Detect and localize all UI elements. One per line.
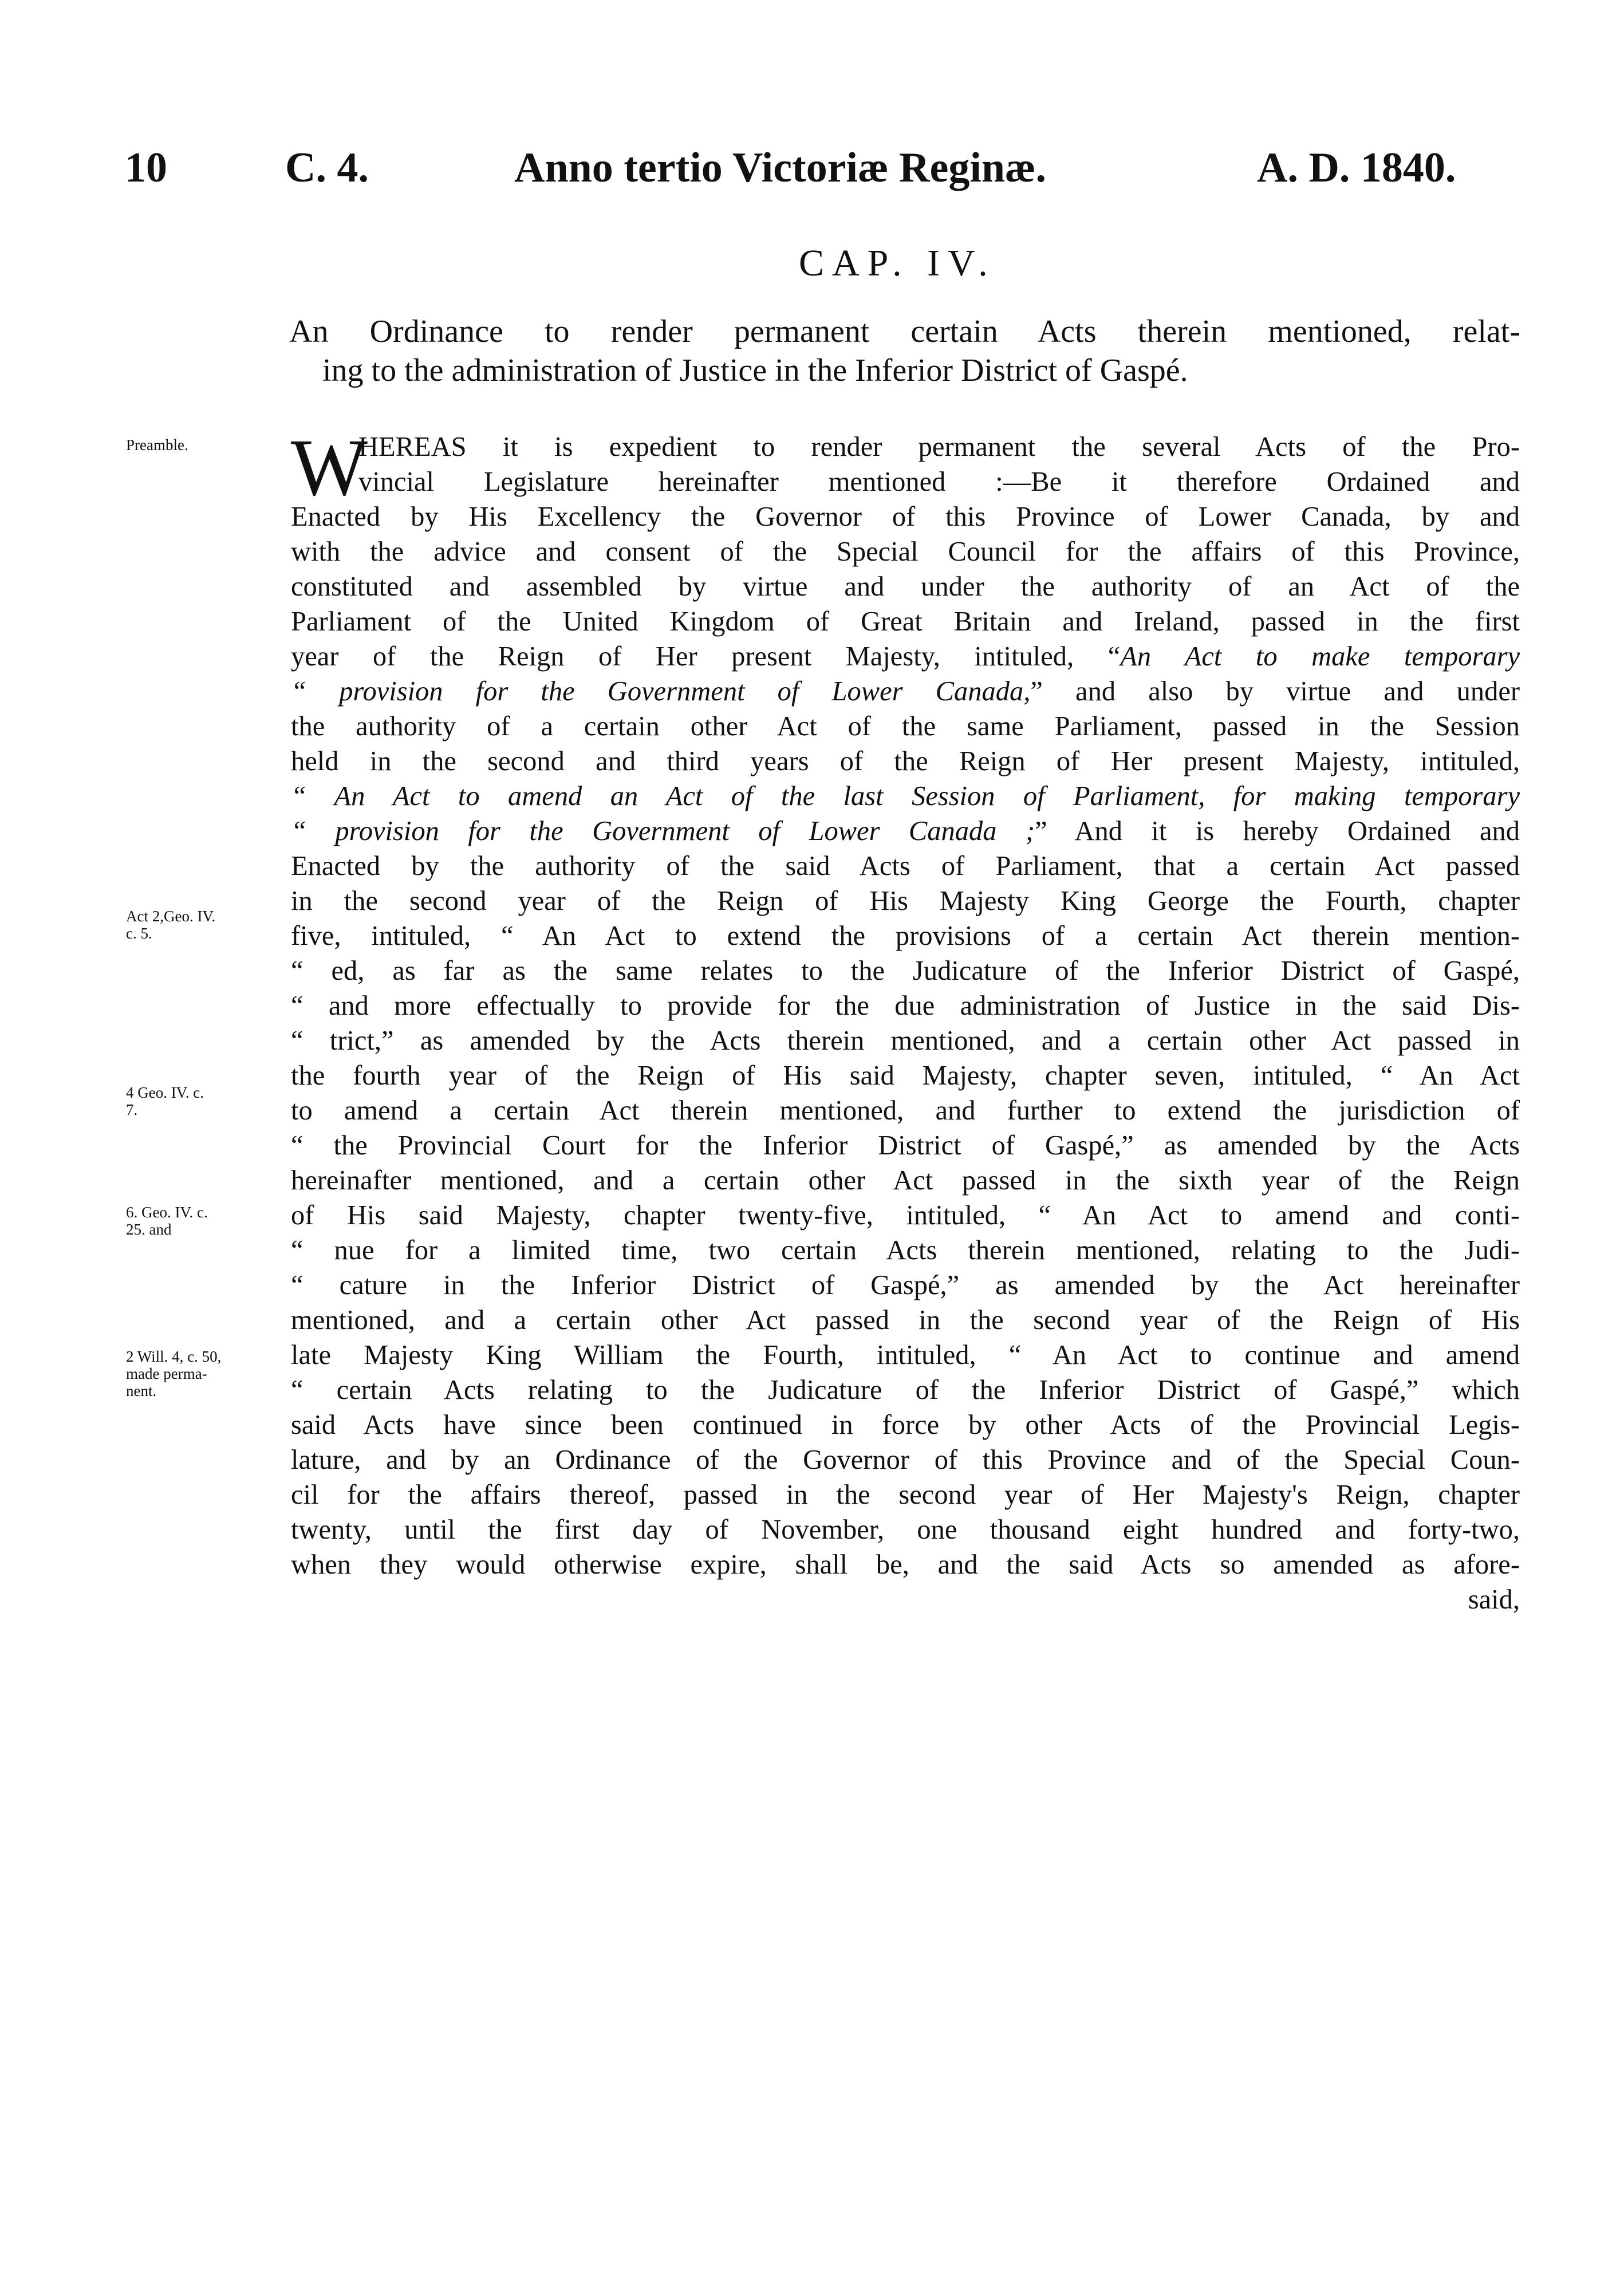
text-line: held in the second and third years of the Reign of Her present Majesty, intituled, xyxy=(291,746,1520,776)
act-title-italic: An Act to make temporary xyxy=(1120,641,1520,672)
margin-note-text: 7. xyxy=(126,1101,138,1118)
margin-note-4-geo-iv xyxy=(126,1084,281,1118)
text-line xyxy=(291,639,1520,674)
margin-note-text: nent. xyxy=(126,1382,157,1399)
text-line: “ and more effectually to provide for the due administration of Justice in the said Dis- xyxy=(291,991,1520,1021)
text-line: mentioned, and a certain other Act passed in the second year of the Reign of His xyxy=(291,1305,1520,1335)
text-line: in the second year of the Reign of His Majesty King George the Fourth, chapter xyxy=(291,886,1520,916)
margin-note-text: Preamble. xyxy=(126,436,188,454)
text-line: Enacted by the authority of the said Acts of Parliament, that a certain Act passed xyxy=(291,851,1520,881)
ordinance-title-line: An Ordinance to render permanent certain Acts therein mentioned, relat- xyxy=(289,314,1520,349)
header-year: A. D. 1840. xyxy=(1257,144,1456,191)
page-number: 10 xyxy=(125,144,167,191)
act-title-italic: “ provision for the Government of Lower Canada, xyxy=(291,676,1031,707)
text-line: said, xyxy=(1468,1584,1520,1615)
margin-note-text: made perma- xyxy=(126,1365,207,1382)
text-line xyxy=(291,814,1520,849)
margin-note-act-2-geo-iv xyxy=(126,908,281,942)
text-line: “ certain Acts relating to the Judicature of the Inferior District of Gaspé,” which xyxy=(291,1375,1520,1405)
text-line: hereinafter mentioned, and a certain other Act passed in the sixth year of the Reign xyxy=(291,1165,1520,1196)
text-line: of His said Majesty, chapter twenty-five, intituled, “ An Act to amend and conti- xyxy=(291,1200,1520,1231)
text-line: said Acts have since been continued in force by other Acts of the Provincial Legis- xyxy=(291,1410,1520,1440)
drop-cap: W xyxy=(291,422,368,512)
text-line xyxy=(291,674,1520,709)
text-line xyxy=(291,779,1520,814)
text-line: “ the Provincial Court for the Inferior District of Gaspé,” as amended by the Acts xyxy=(291,1130,1520,1161)
header-title: Anno tertio Victoriæ Reginæ. xyxy=(514,144,1046,191)
chapter-number: C. 4. xyxy=(285,144,369,191)
margin-note-text: 25. and xyxy=(126,1221,172,1238)
body-text xyxy=(291,422,1520,1617)
text-segment: ” And it is hereby Ordained and xyxy=(1035,816,1520,846)
text-line: cil for the affairs thereof, passed in the second year of Her Majesty's Reign, chapter xyxy=(291,1480,1520,1510)
ordinance-title-line: ing to the administration of Justice in the Inferior District of Gaspé. xyxy=(322,353,1188,388)
text-line: lature, and by an Ordinance of the Governor of this Province and of the Special Coun- xyxy=(291,1445,1520,1475)
text-line: “ ed, as far as the same relates to the Judicature of the Inferior District of Gaspé, xyxy=(291,956,1520,986)
text-line: “ trict,” as amended by the Acts therein mentioned, and a certain other Act passed in xyxy=(291,1026,1520,1056)
act-title-italic: “ provision for the Government of Lower Canada ; xyxy=(291,816,1035,846)
text-segment: year of the Reign of Her present Majesty, intituled, “ xyxy=(291,641,1121,672)
margin-note-text: c. 5. xyxy=(126,925,152,942)
text-line: Enacted by His Excellency the Governor of this Province of Lower Canada, by and xyxy=(291,502,1520,532)
act-title-italic: “ An Act to amend an Act of the last Session of Parliament, for making temporary xyxy=(291,781,1520,811)
margin-note-text: 4 Geo. IV. c. xyxy=(126,1084,204,1101)
text-line: “ cature in the Inferior District of Gaspé,” as amended by the Act hereinafter xyxy=(291,1270,1520,1300)
text-line: five, intituled, “ An Act to extend the provisions of a certain Act therein mention- xyxy=(291,921,1520,951)
text-line: HEREAS it is expedient to render permanent the several Acts of the Pro- xyxy=(358,432,1520,462)
text-line: vincial Legislature hereinafter mentioned :—Be it therefore Ordained and xyxy=(358,467,1520,497)
cap-heading: CAP. IV. xyxy=(799,242,996,284)
text-line: when they would otherwise expire, shall be, and the said Acts so amended as afore- xyxy=(291,1549,1520,1580)
text-segment: ” and also by virtue and under xyxy=(1030,676,1520,707)
margin-note-preamble xyxy=(126,436,281,454)
text-line: constituted and assembled by virtue and under the authority of an Act of the xyxy=(291,571,1520,602)
text-line: twenty, until the first day of November, one thousand eight hundred and forty-two, xyxy=(291,1515,1520,1545)
margin-note-text: 2 Will. 4, c. 50, xyxy=(126,1348,222,1365)
text-line: Parliament of the United Kingdom of Great Britain and Ireland, passed in the first xyxy=(291,606,1520,637)
running-header xyxy=(0,136,1624,199)
margin-note-text: 6. Geo. IV. c. xyxy=(126,1204,208,1221)
text-line: “ nue for a limited time, two certain Acts therein mentioned, relating to the Judi- xyxy=(291,1235,1520,1265)
margin-note-text: Act 2,Geo. IV. xyxy=(126,908,216,925)
text-line: with the advice and consent of the Special Council for the affairs of this Province, xyxy=(291,537,1520,567)
text-line: to amend a certain Act therein mentioned, and further to extend the jurisdiction of xyxy=(291,1095,1520,1126)
text-line: the authority of a certain other Act of the same Parliament, passed in the Session xyxy=(291,711,1520,742)
text-line: late Majesty King William the Fourth, intituled, “ An Act to continue and amend xyxy=(291,1340,1520,1370)
margin-note-2-will-4 xyxy=(126,1348,281,1399)
text-line: the fourth year of the Reign of His said Majesty, chapter seven, intituled, “ An Act xyxy=(291,1060,1520,1091)
ordinance-title xyxy=(289,312,1520,390)
margin-note-6-geo-iv xyxy=(126,1204,281,1238)
